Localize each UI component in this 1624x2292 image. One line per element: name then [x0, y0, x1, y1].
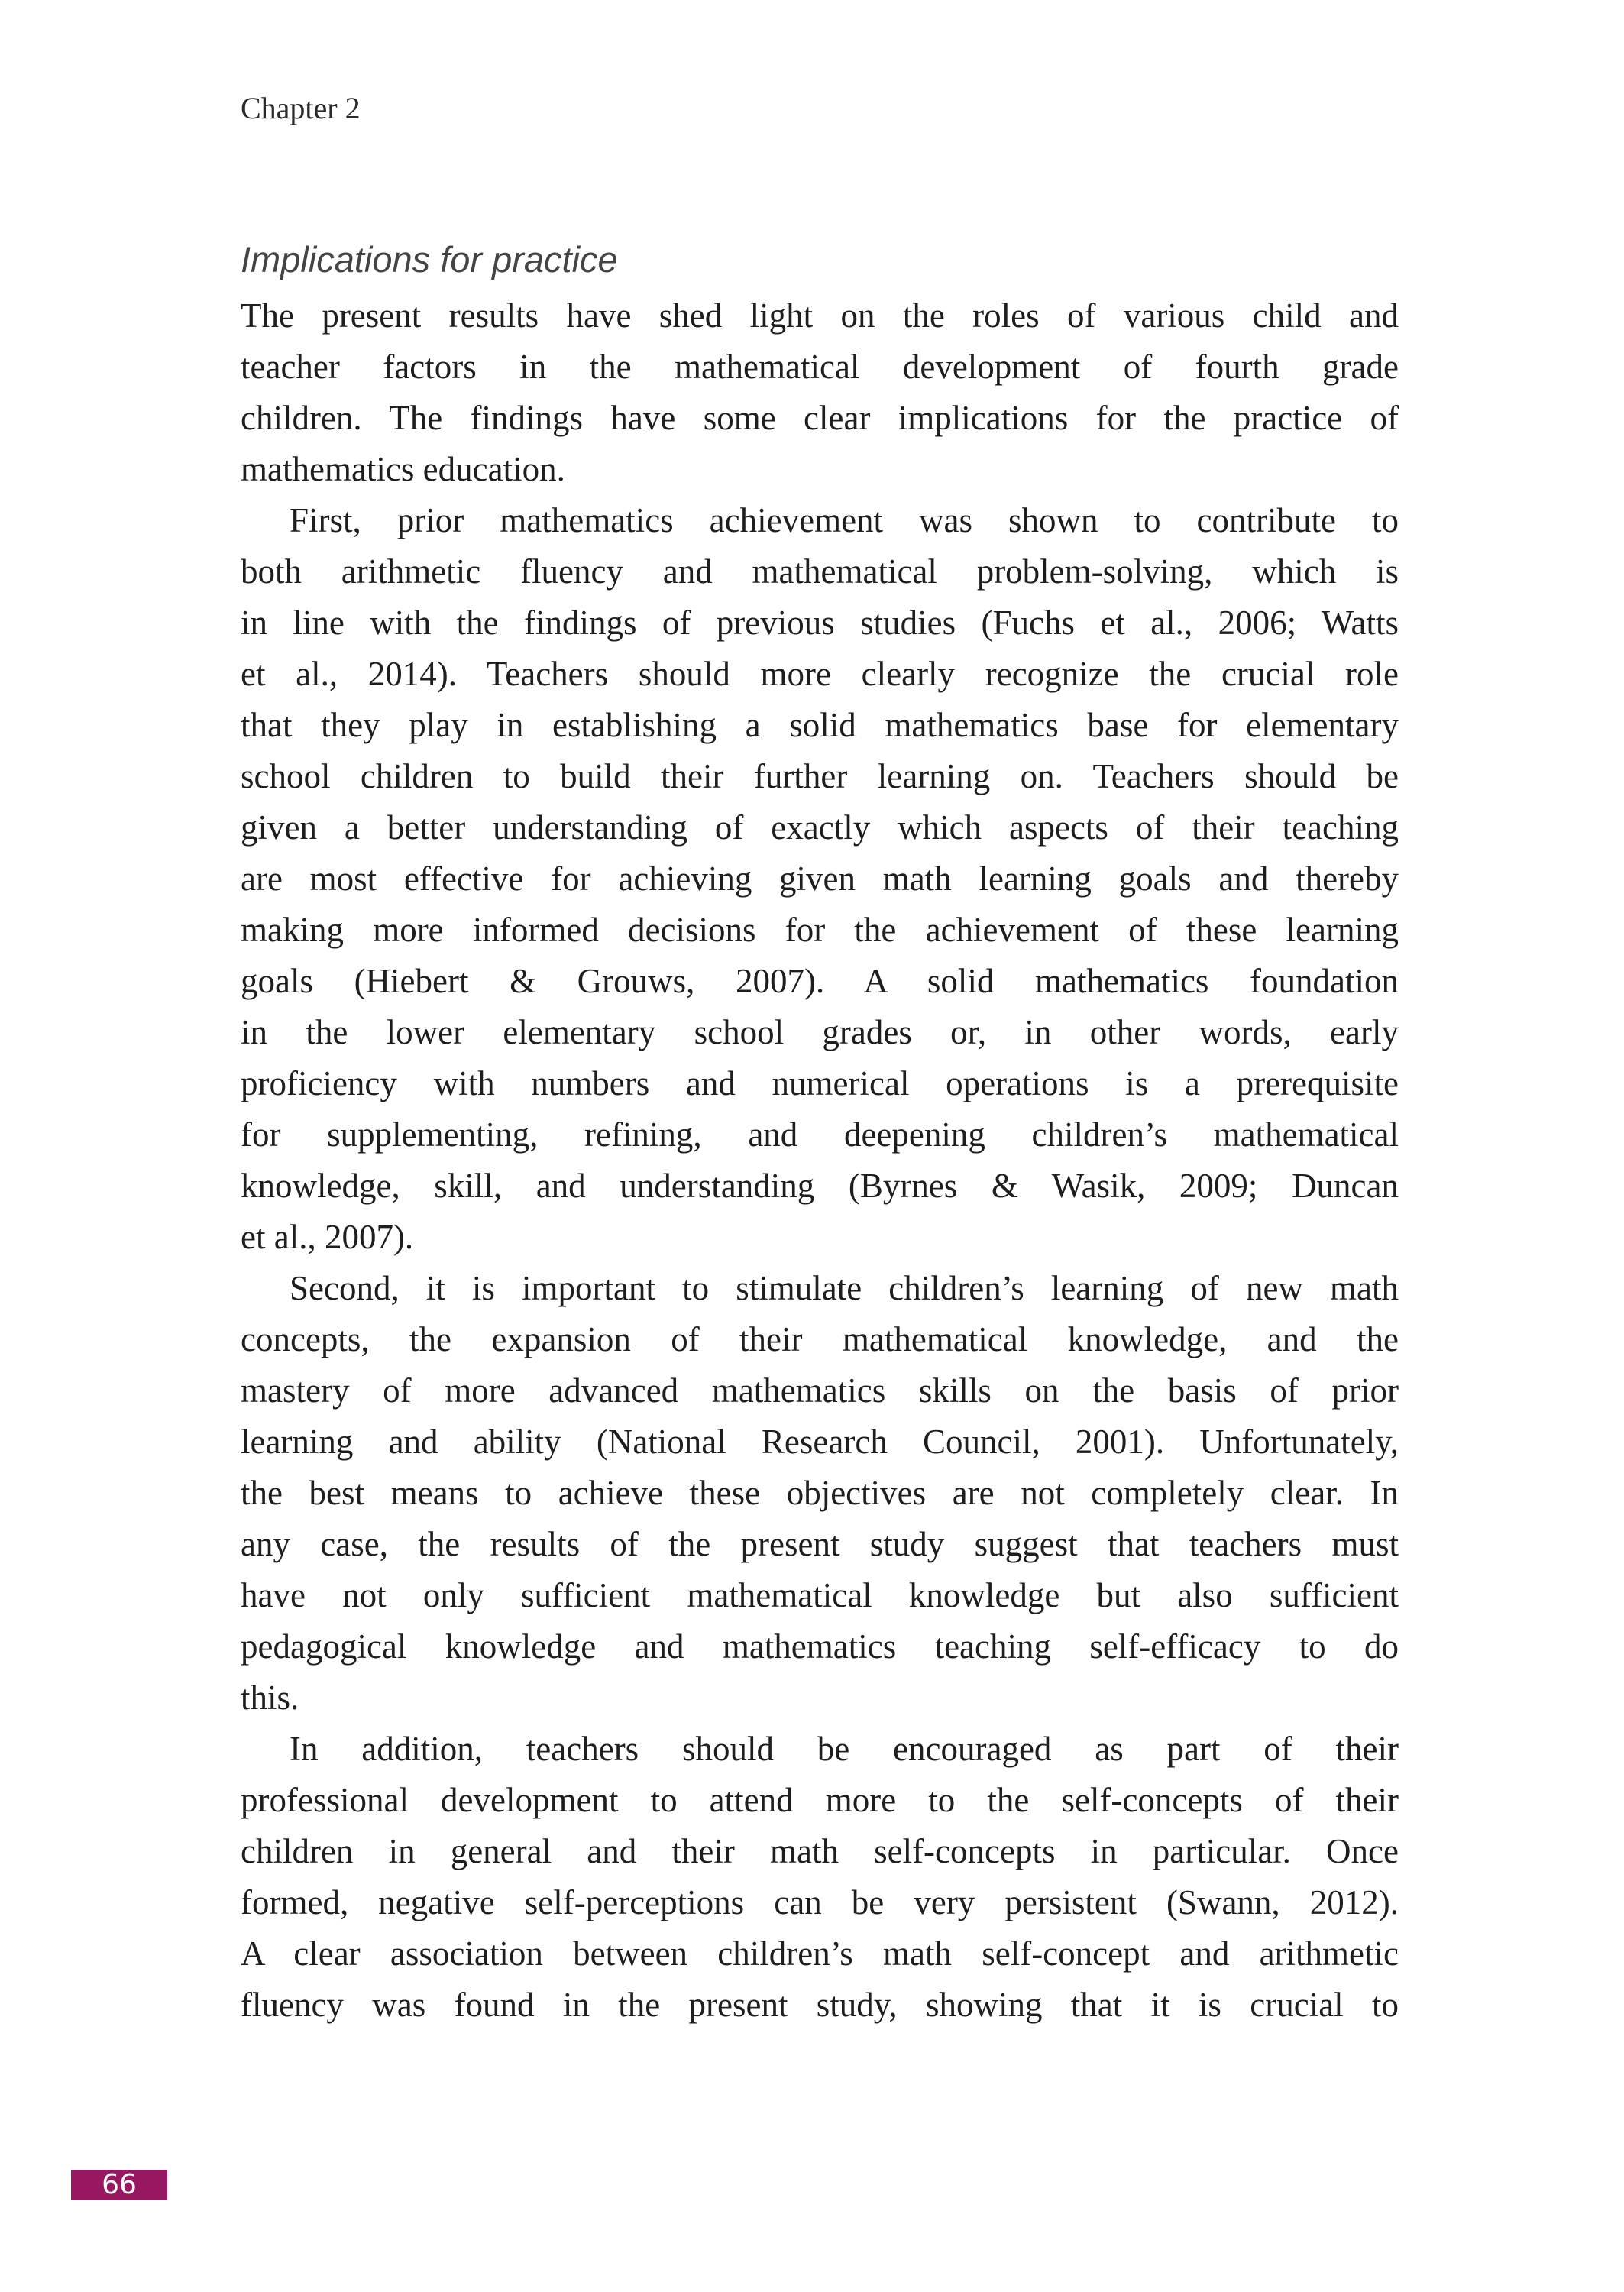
text-line: fluency was found in the present study, showing that it is crucial to: [241, 1986, 1399, 2024]
text-line: learning and ability (National Research Council, 2001). Unfortunately,: [241, 1423, 1399, 1461]
text-line: The present results have shed light on the roles of various child and: [241, 296, 1399, 335]
text-line: have not only sufficient mathematical knowledge but also sufficient: [241, 1576, 1399, 1614]
text-line: mastery of more advanced mathematics skills on the basis of prior: [241, 1371, 1399, 1410]
text-line: for supplementing, refining, and deepening children’s mathematical: [241, 1115, 1399, 1154]
text-line: A clear association between children’s math self-concept and arithmetic: [241, 1934, 1399, 1973]
text-line: pedagogical knowledge and mathematics teaching self-efficacy to do: [241, 1627, 1399, 1666]
text-line: children. The findings have some clear implications for the practice of: [241, 399, 1399, 437]
text-line: First, prior mathematics achievement was shown to contribute to: [290, 501, 1399, 539]
section-heading: Implications for practice: [241, 239, 618, 280]
text-line: Second, it is important to stimulate children’s learning of new math: [290, 1269, 1399, 1307]
paragraph: [241, 1263, 1399, 1724]
text-line: in line with the findings of previous studies (Fuchs et al., 2006; Watts: [241, 604, 1399, 642]
text-line: that they play in establishing a solid mathematics base for elementary: [241, 706, 1399, 744]
text-line: are most effective for achieving given math learning goals and thereby: [241, 860, 1399, 898]
text-line: formed, negative self-perceptions can be very persistent (Swann, 2012).: [241, 1883, 1399, 1921]
text-line: et al., 2007).: [241, 1218, 414, 1256]
text-line: teacher factors in the mathematical development of fourth grade: [241, 348, 1399, 386]
page-number: 66: [71, 2170, 167, 2200]
text-line: school children to build their further learning on. Teachers should be: [241, 757, 1399, 795]
running-head: Chapter 2: [241, 91, 361, 125]
text-line: professional development to attend more to the self-concepts of their: [241, 1781, 1399, 1819]
text-line: concepts, the expansion of their mathematical knowledge, and the: [241, 1320, 1399, 1358]
text-line: the best means to achieve these objectives are not completely clear. In: [241, 1474, 1399, 1512]
paragraph: [241, 1724, 1399, 2031]
text-line: making more informed decisions for the achievement of these learning: [241, 911, 1399, 949]
paragraph: [241, 495, 1399, 1263]
text-line: et al., 2014). Teachers should more clearly recognize the crucial role: [241, 655, 1399, 693]
text-line: goals (Hiebert & Grouws, 2007). A solid mathematics foundation: [241, 962, 1399, 1000]
text-line: In addition, teachers should be encouraged as part of their: [290, 1730, 1399, 1768]
text-line: any case, the results of the present study suggest that teachers must: [241, 1525, 1399, 1563]
text-line: proficiency with numbers and numerical operations is a prerequisite: [241, 1064, 1399, 1102]
text-line: this.: [241, 1679, 299, 1717]
text-line: knowledge, skill, and understanding (Byrnes & Wasik, 2009; Duncan: [241, 1167, 1399, 1205]
text-line: children in general and their math self-concepts in particular. Once: [241, 1832, 1399, 1870]
body-text: [241, 290, 1399, 2031]
text-line: mathematics education.: [241, 450, 565, 488]
text-line: both arithmetic fluency and mathematical problem-solving, which is: [241, 552, 1399, 591]
text-line: given a better understanding of exactly which aspects of their teaching: [241, 808, 1399, 847]
text-line: in the lower elementary school grades or, in other words, early: [241, 1013, 1399, 1051]
paragraph: [241, 290, 1399, 495]
